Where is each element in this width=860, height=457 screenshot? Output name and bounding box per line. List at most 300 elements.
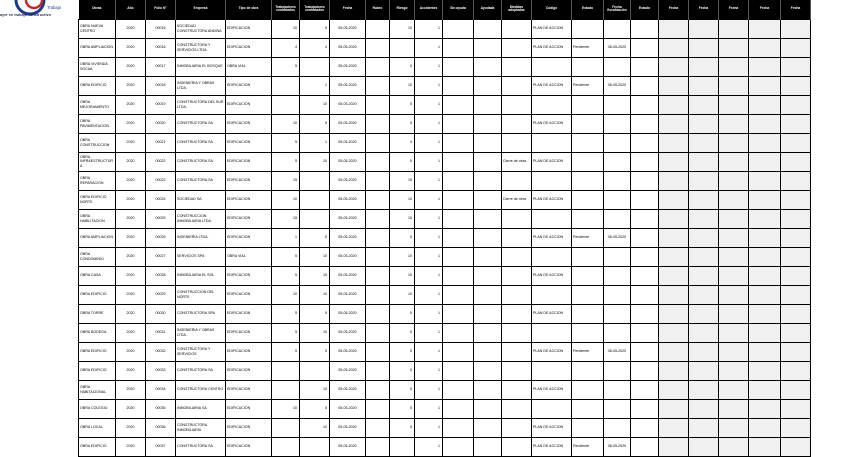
table-cell: INGENIERIA LTDA.	[176, 228, 226, 247]
table-cell	[443, 304, 474, 323]
table-cell	[719, 304, 749, 323]
table-cell: 1	[415, 380, 443, 399]
table-cell	[443, 418, 474, 437]
table-cell: OBRA VIAL	[226, 57, 272, 76]
table-cell	[443, 247, 474, 266]
table-cell	[502, 323, 532, 342]
table-cell: OBRA BODEGA	[79, 323, 116, 342]
table-cell	[532, 95, 572, 114]
table-cell: 2020	[116, 323, 146, 342]
table-cell: 5	[300, 304, 330, 323]
table-cell	[474, 323, 502, 342]
column-header: Fecha fiscalización	[604, 0, 631, 19]
table-cell	[572, 57, 604, 76]
table-cell	[366, 380, 390, 399]
table-cell	[659, 418, 689, 437]
table-cell	[631, 19, 659, 38]
table-cell: OBRA INFRAESTRUCTURA	[79, 152, 116, 171]
table-cell: 5	[272, 304, 300, 323]
table-cell	[749, 323, 781, 342]
table-cell	[781, 285, 811, 304]
table-cell: EDIFICACION	[226, 228, 272, 247]
table-cell	[502, 304, 532, 323]
table-cell: 2020	[116, 380, 146, 399]
table-cell	[689, 418, 719, 437]
table-cell: 2020	[116, 342, 146, 361]
table-cell	[572, 285, 604, 304]
table-cell: 1	[300, 133, 330, 152]
table-cell: OBRA HABITACIONAL	[79, 380, 116, 399]
table-cell: 2020	[116, 418, 146, 437]
table-cell: EDIFICACION	[226, 190, 272, 209]
table-row[interactable]	[79, 76, 811, 95]
table-cell: 05-05-2020	[330, 152, 366, 171]
table-cell	[443, 323, 474, 342]
table-cell: EDIFICACION	[226, 361, 272, 380]
table-cell	[604, 133, 631, 152]
table-cell	[781, 133, 811, 152]
table-row[interactable]	[79, 247, 811, 266]
table-cell	[366, 114, 390, 133]
table-cell	[474, 76, 502, 95]
table-row[interactable]	[79, 133, 811, 152]
table-cell: 05-05-2020	[330, 95, 366, 114]
table-cell: PLAN DE ACCION	[532, 114, 572, 133]
table-cell: EDIFICACION	[226, 209, 272, 228]
table-cell	[659, 209, 689, 228]
column-header: Fecha	[719, 0, 749, 19]
table-cell	[502, 399, 532, 418]
column-header: Rubro	[366, 0, 390, 19]
table-cell: 5	[300, 342, 330, 361]
table-cell: CONSTRUCTORA Y SERVICIOS	[176, 342, 226, 361]
table-cell: OBRA NUEVA CENTRO	[79, 19, 116, 38]
table-cell	[502, 361, 532, 380]
table-cell	[502, 171, 532, 190]
table-cell	[532, 133, 572, 152]
table-cell	[474, 361, 502, 380]
table-cell	[604, 171, 631, 190]
table-cell	[749, 342, 781, 361]
table-cell	[631, 95, 659, 114]
table-row[interactable]	[79, 399, 811, 418]
table-cell	[272, 418, 300, 437]
table-cell	[781, 209, 811, 228]
table-cell	[781, 152, 811, 171]
table-cell: PLAN DE ACCION	[532, 380, 572, 399]
table-cell	[474, 285, 502, 304]
table-cell	[781, 171, 811, 190]
table-cell	[631, 114, 659, 133]
table-cell	[719, 247, 749, 266]
table-cell: OBRA TORRE	[79, 304, 116, 323]
table-cell: 5	[272, 57, 300, 76]
table-cell: OBRA HABILITACION	[79, 209, 116, 228]
table-cell: 00016	[146, 38, 176, 57]
table-cell	[631, 247, 659, 266]
table-cell	[366, 171, 390, 190]
table-cell: 1	[272, 228, 300, 247]
table-cell: 00030	[146, 304, 176, 323]
table-cell	[474, 247, 502, 266]
table-cell	[366, 399, 390, 418]
table-cell: 10	[272, 114, 300, 133]
table-row[interactable]	[79, 38, 811, 57]
table-row[interactable]	[79, 152, 811, 171]
table-cell: OBRA CONDOMINIO	[79, 247, 116, 266]
table-cell	[631, 285, 659, 304]
table-cell	[474, 342, 502, 361]
table-cell: PLAN DE ACCION	[532, 152, 572, 171]
table-cell	[659, 152, 689, 171]
table-cell: 5	[390, 380, 415, 399]
table-cell: EDIFICACION	[226, 437, 272, 456]
table-cell: 5	[390, 228, 415, 247]
table-cell	[781, 399, 811, 418]
table-cell	[572, 95, 604, 114]
table-cell: EDIFICACION	[226, 285, 272, 304]
table-cell	[719, 19, 749, 38]
table-cell: 5	[272, 133, 300, 152]
table-cell	[719, 380, 749, 399]
table-cell	[502, 209, 532, 228]
table-cell	[366, 76, 390, 95]
table-cell	[474, 171, 502, 190]
table-cell: 1	[415, 95, 443, 114]
table-cell	[749, 95, 781, 114]
table-cell	[689, 342, 719, 361]
table-cell	[781, 247, 811, 266]
table-cell: 1	[415, 266, 443, 285]
table-cell	[719, 152, 749, 171]
table-cell: 15	[272, 171, 300, 190]
table-cell: OBRA EDIFICIO	[79, 285, 116, 304]
table-cell	[366, 209, 390, 228]
table-cell: EDIFICACION	[226, 171, 272, 190]
table-cell	[659, 399, 689, 418]
table-cell: 1	[415, 76, 443, 95]
table-cell	[572, 152, 604, 171]
column-header: Tipo de obra	[226, 0, 272, 19]
table-cell	[474, 437, 502, 456]
table-cell: PLAN DE ACCION	[532, 342, 572, 361]
table-cell: 1	[415, 342, 443, 361]
table-cell: 5	[300, 399, 330, 418]
table-row[interactable]	[79, 95, 811, 114]
table-cell	[689, 399, 719, 418]
table-cell: 1	[415, 190, 443, 209]
table-cell: 10	[390, 285, 415, 304]
table-cell: 2020	[116, 114, 146, 133]
table-cell	[272, 437, 300, 456]
table-cell	[300, 171, 330, 190]
table-row[interactable]	[79, 380, 811, 399]
table-cell	[532, 209, 572, 228]
table-cell	[443, 152, 474, 171]
table-cell	[781, 323, 811, 342]
table-cell	[443, 133, 474, 152]
table-cell	[689, 437, 719, 456]
table-cell: 05-05-2020	[330, 209, 366, 228]
table-cell	[631, 342, 659, 361]
table-cell	[572, 266, 604, 285]
table-cell	[474, 399, 502, 418]
table-cell: 00015	[146, 19, 176, 38]
table-cell: 00019	[146, 95, 176, 114]
table-cell	[659, 19, 689, 38]
table-cell	[659, 437, 689, 456]
table-cell: 5	[390, 304, 415, 323]
table-cell: 1	[415, 152, 443, 171]
table-cell	[631, 399, 659, 418]
table-cell	[366, 304, 390, 323]
table-row[interactable]	[79, 171, 811, 190]
table-cell	[749, 437, 781, 456]
table-cell	[572, 133, 604, 152]
table-cell: 5	[272, 323, 300, 342]
table-cell: 05-05-2020	[330, 304, 366, 323]
table-cell: 05-05-2020	[330, 190, 366, 209]
table-cell: CONSTRUCTORA SA	[176, 437, 226, 456]
table-row[interactable]	[79, 418, 811, 437]
table-cell: Cierre de obra	[502, 152, 532, 171]
table-cell	[502, 95, 532, 114]
table-cell: 1	[415, 209, 443, 228]
table-row[interactable]	[79, 342, 811, 361]
table-header-row	[79, 0, 811, 19]
table-cell	[502, 247, 532, 266]
table-cell: 10	[272, 190, 300, 209]
table-cell: OBRA PAVIMENTACION	[79, 114, 116, 133]
table-cell: 05-05-2020	[330, 418, 366, 437]
table-cell	[572, 418, 604, 437]
table-cell	[749, 304, 781, 323]
table-cell	[604, 190, 631, 209]
table-cell: EDIFICACION	[226, 95, 272, 114]
table-cell	[502, 266, 532, 285]
table-cell: 1	[415, 247, 443, 266]
table-cell	[502, 114, 532, 133]
table-cell: INMOBILIARIA EL SOL	[176, 266, 226, 285]
table-cell	[300, 437, 330, 456]
table-cell	[689, 19, 719, 38]
table-cell	[781, 114, 811, 133]
table-cell	[443, 38, 474, 57]
column-header: Folio N°	[146, 0, 176, 19]
table-cell	[572, 361, 604, 380]
table-cell	[781, 380, 811, 399]
table-cell: 1	[415, 57, 443, 76]
table-cell	[532, 171, 572, 190]
table-cell: 5	[390, 342, 415, 361]
table-cell	[502, 342, 532, 361]
column-header: Estado	[631, 0, 659, 19]
table-cell	[502, 57, 532, 76]
table-cell: 00029	[146, 285, 176, 304]
table-cell	[689, 285, 719, 304]
table-cell	[719, 399, 749, 418]
table-cell	[443, 399, 474, 418]
table-cell: EDIFICACION	[226, 38, 272, 57]
table-cell: 2020	[116, 247, 146, 266]
table-cell	[443, 342, 474, 361]
column-header: Medidas adoptadas	[502, 0, 532, 19]
table-cell	[572, 380, 604, 399]
table-cell	[631, 437, 659, 456]
table-cell	[749, 57, 781, 76]
table-cell	[443, 95, 474, 114]
table-cell: Cierre de obra	[502, 190, 532, 209]
table-cell	[443, 171, 474, 190]
table-cell	[781, 342, 811, 361]
table-cell	[502, 38, 532, 57]
table-cell	[749, 285, 781, 304]
table-cell	[366, 418, 390, 437]
table-cell: 4	[272, 38, 300, 57]
table-row[interactable]	[79, 19, 811, 38]
table-row[interactable]	[79, 361, 811, 380]
table-cell	[443, 76, 474, 95]
table-cell	[719, 437, 749, 456]
table-row[interactable]	[79, 114, 811, 133]
table-cell: 1	[415, 19, 443, 38]
table-cell	[604, 418, 631, 437]
table-cell: 2020	[116, 228, 146, 247]
table-cell	[366, 152, 390, 171]
table-cell	[631, 171, 659, 190]
table-cell: 08-05-2020	[604, 76, 631, 95]
table-cell: 2020	[116, 19, 146, 38]
table-cell	[366, 38, 390, 57]
table-cell: 10	[390, 76, 415, 95]
table-cell: 15	[390, 171, 415, 190]
table-cell	[719, 95, 749, 114]
table-cell: 05-05-2020	[330, 323, 366, 342]
column-header: Fecha	[330, 0, 366, 19]
table-cell: 5	[272, 247, 300, 266]
table-cell: 10	[300, 95, 330, 114]
table-cell	[390, 437, 415, 456]
table-cell: 00032	[146, 342, 176, 361]
table-cell: 15	[390, 266, 415, 285]
data-table-container[interactable]	[78, 0, 801, 450]
table-cell	[300, 190, 330, 209]
table-cell: 05-05-2020	[330, 133, 366, 152]
table-cell	[604, 304, 631, 323]
table-cell: 08-05-2020	[604, 342, 631, 361]
table-cell	[719, 361, 749, 380]
table-cell: 2020	[116, 57, 146, 76]
table-cell: CONSTRUCTORA SA	[176, 171, 226, 190]
table-body	[79, 19, 811, 456]
table-cell: INMOBILIARIA EL BOSQUE	[176, 57, 226, 76]
table-cell: 08-05-2020	[604, 437, 631, 456]
table-row[interactable]	[79, 323, 811, 342]
table-cell: 2020	[116, 304, 146, 323]
table-cell: EDIFICACION	[226, 266, 272, 285]
table-cell: 10	[300, 285, 330, 304]
table-cell: 1	[415, 323, 443, 342]
table-cell	[443, 285, 474, 304]
table-cell: 5	[390, 418, 415, 437]
table-cell	[781, 76, 811, 95]
column-header: Trabajadores contratados	[300, 0, 330, 19]
table-cell: CONSTRUCTORA DEL SUR LTDA.	[176, 95, 226, 114]
table-cell: 10	[300, 418, 330, 437]
table-cell	[604, 209, 631, 228]
table-cell: EDIFICACION	[226, 399, 272, 418]
table-cell: 2020	[116, 437, 146, 456]
table-cell	[572, 19, 604, 38]
table-row[interactable]	[79, 285, 811, 304]
table-row[interactable]	[79, 209, 811, 228]
table-cell: 00017	[146, 57, 176, 76]
table-cell: 5	[390, 95, 415, 114]
table-cell: 10	[272, 399, 300, 418]
table-cell: 00027	[146, 247, 176, 266]
table-cell	[366, 95, 390, 114]
table-cell: 15	[390, 209, 415, 228]
table-cell	[474, 228, 502, 247]
table-cell: 1	[415, 437, 443, 456]
table-cell	[272, 95, 300, 114]
table-cell	[719, 171, 749, 190]
table-cell: 00018	[146, 76, 176, 95]
table-cell	[749, 19, 781, 38]
table-cell	[749, 247, 781, 266]
table-cell: OBRA REPARACION	[79, 171, 116, 190]
table-cell	[689, 247, 719, 266]
table-row[interactable]	[79, 304, 811, 323]
table-cell: Pendiente	[572, 38, 604, 57]
table-cell	[719, 285, 749, 304]
table-cell	[749, 266, 781, 285]
table-cell: OBRA EDIFICIO	[79, 361, 116, 380]
table-cell: OBRA COLEGIO	[79, 399, 116, 418]
table-cell: 15	[300, 266, 330, 285]
table-cell: 00033	[146, 361, 176, 380]
table-cell: 2020	[116, 285, 146, 304]
table-cell: 05-05-2020	[330, 380, 366, 399]
table-cell: 2020	[116, 38, 146, 57]
table-row[interactable]	[79, 57, 811, 76]
table-row[interactable]	[79, 190, 811, 209]
table-cell	[366, 19, 390, 38]
table-cell: PLAN DE ACCION	[532, 228, 572, 247]
table-cell: OBRA VIVIENDA SOCIAL	[79, 57, 116, 76]
table-cell: 1	[415, 38, 443, 57]
table-cell: 00024	[146, 190, 176, 209]
table-cell	[443, 266, 474, 285]
table-cell: PLAN DE ACCION	[532, 266, 572, 285]
table-cell: OBRA CASA	[79, 266, 116, 285]
table-cell	[781, 361, 811, 380]
table-cell	[659, 57, 689, 76]
table-cell	[689, 133, 719, 152]
table-cell	[572, 323, 604, 342]
table-cell	[502, 19, 532, 38]
table-row[interactable]	[79, 228, 811, 247]
table-row[interactable]	[79, 266, 811, 285]
table-cell: CONSTRUCCION DEL NORTE	[176, 285, 226, 304]
table-cell: EDIFICACION	[226, 323, 272, 342]
table-cell	[659, 114, 689, 133]
table-cell	[659, 190, 689, 209]
table-cell	[749, 171, 781, 190]
table-cell	[689, 95, 719, 114]
table-row[interactable]	[79, 437, 811, 456]
table-cell: 2020	[116, 76, 146, 95]
